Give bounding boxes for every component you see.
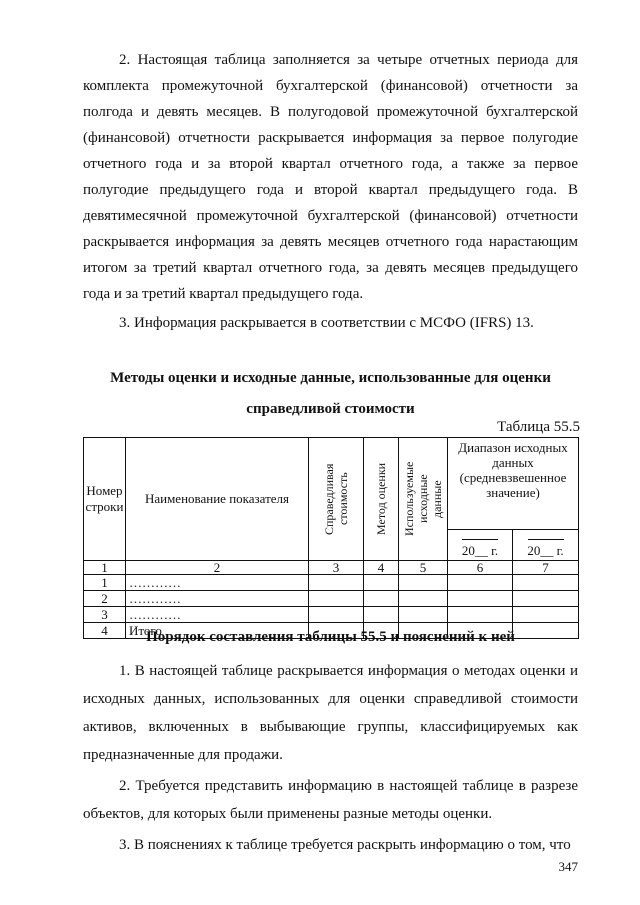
col-num: 7 [513, 561, 579, 575]
cell [513, 607, 579, 623]
year-prefix: 20 [527, 543, 541, 558]
cell [448, 607, 513, 623]
col-num: 2 [126, 561, 309, 575]
header-method [364, 438, 399, 561]
table-row [84, 575, 579, 591]
row-number: 2 [84, 591, 126, 607]
procedure-text [83, 657, 578, 859]
cell [399, 607, 448, 623]
cell [399, 591, 448, 607]
procedure-paragraph-2: 2. Требуется представить информацию в настоящей таблице в разрезе объектов, для которых были применены разные методы оценки. [83, 778, 578, 822]
row-name: Итого [126, 623, 309, 639]
cell [448, 575, 513, 591]
year-blank-line [462, 538, 498, 540]
section-heading-line2: справедливой стоимости [246, 401, 415, 417]
row-number: 4 [84, 623, 126, 639]
header-row-number: Номер строки [84, 438, 126, 561]
cell [309, 607, 364, 623]
header-range: Диапазон исходных данных (средневзвешенное значение) [448, 438, 579, 530]
col-num: 5 [399, 561, 448, 575]
row-name: ………… [126, 607, 309, 623]
header-year-previous: 20__ г. [513, 530, 579, 561]
header-indicator-name: Наименование показателя [126, 438, 309, 561]
table-row [84, 607, 579, 623]
year-blank-line [528, 538, 564, 540]
header-year-current: 20__ г. [448, 530, 513, 561]
cell [513, 591, 579, 607]
row-name: ………… [126, 591, 309, 607]
table-caption: Таблица 55.5 [497, 419, 580, 435]
header-row [84, 438, 579, 530]
cell [309, 591, 364, 607]
procedure-paragraph-3: 3. В пояснениях к таблице требуется раскрыть информацию о том, что [119, 837, 571, 853]
header-inputs-text: Используемые исходные данные [402, 461, 444, 537]
row-number: 1 [84, 575, 126, 591]
header-inputs [399, 438, 448, 561]
cell [364, 591, 399, 607]
col-num: 1 [84, 561, 126, 575]
header-method-text: Метод оценки [374, 462, 388, 536]
col-num: 6 [448, 561, 513, 575]
section-heading-line1: Методы оценки и исходные данные, использованные для оценки [110, 370, 551, 386]
page-number: 347 [558, 859, 578, 874]
cell [364, 575, 399, 591]
column-number-row [84, 561, 579, 575]
cell [513, 575, 579, 591]
col-num: 3 [309, 561, 364, 575]
intro-text [83, 47, 578, 336]
year-suffix: г. [491, 543, 499, 558]
procedure-heading: Порядок составления таблицы 55.5 и пояснений к ней [146, 629, 515, 645]
year-prefix: 20 [461, 543, 475, 558]
year-suffix: г. [556, 543, 564, 558]
paragraph-2: 2. Настоящая таблица заполняется за четыре отчетных периода для комплекта промежуточной бухгалтерской (финансовой) отчетности за полгода и девять месяцев. В полугодовой промежуточной бухгалтерской (финансовой) отчетности раскрывается информация за первое полугодие отчетного года и за второй квартал отчетного года, а также за первое полугодие предыдущего года и второй квартал предыдущего года. В девятимесячной промежуточной бухгалтерской (финансовой) отчетности раскрывается информация за девять месяцев отчетного года нарастающим итогом за третий квартал отчетного года, за девять месяцев предыдущего года и за третий квартал предыдущего года. [83, 52, 578, 302]
paragraph-3: 3. Информация раскрывается в соответствии с МСФО (IFRS) 13. [119, 315, 534, 331]
header-fair-value-text: Справедливая стоимость [322, 463, 350, 535]
table-row [84, 591, 579, 607]
cell [364, 607, 399, 623]
row-name: ………… [126, 575, 309, 591]
header-fair-value [309, 438, 364, 561]
cell [448, 591, 513, 607]
col-num: 4 [364, 561, 399, 575]
cell [309, 575, 364, 591]
cell [399, 575, 448, 591]
row-number: 3 [84, 607, 126, 623]
procedure-paragraph-1: 1. В настоящей таблице раскрывается информация о методах оценки и исходных данных, использованных для оценки справедливой стоимости активов, включенных в выбывающие группы, классифицируемых как предназначенные для продажи. [83, 663, 578, 763]
fair-value-table [83, 437, 579, 639]
section-heading [83, 365, 578, 423]
